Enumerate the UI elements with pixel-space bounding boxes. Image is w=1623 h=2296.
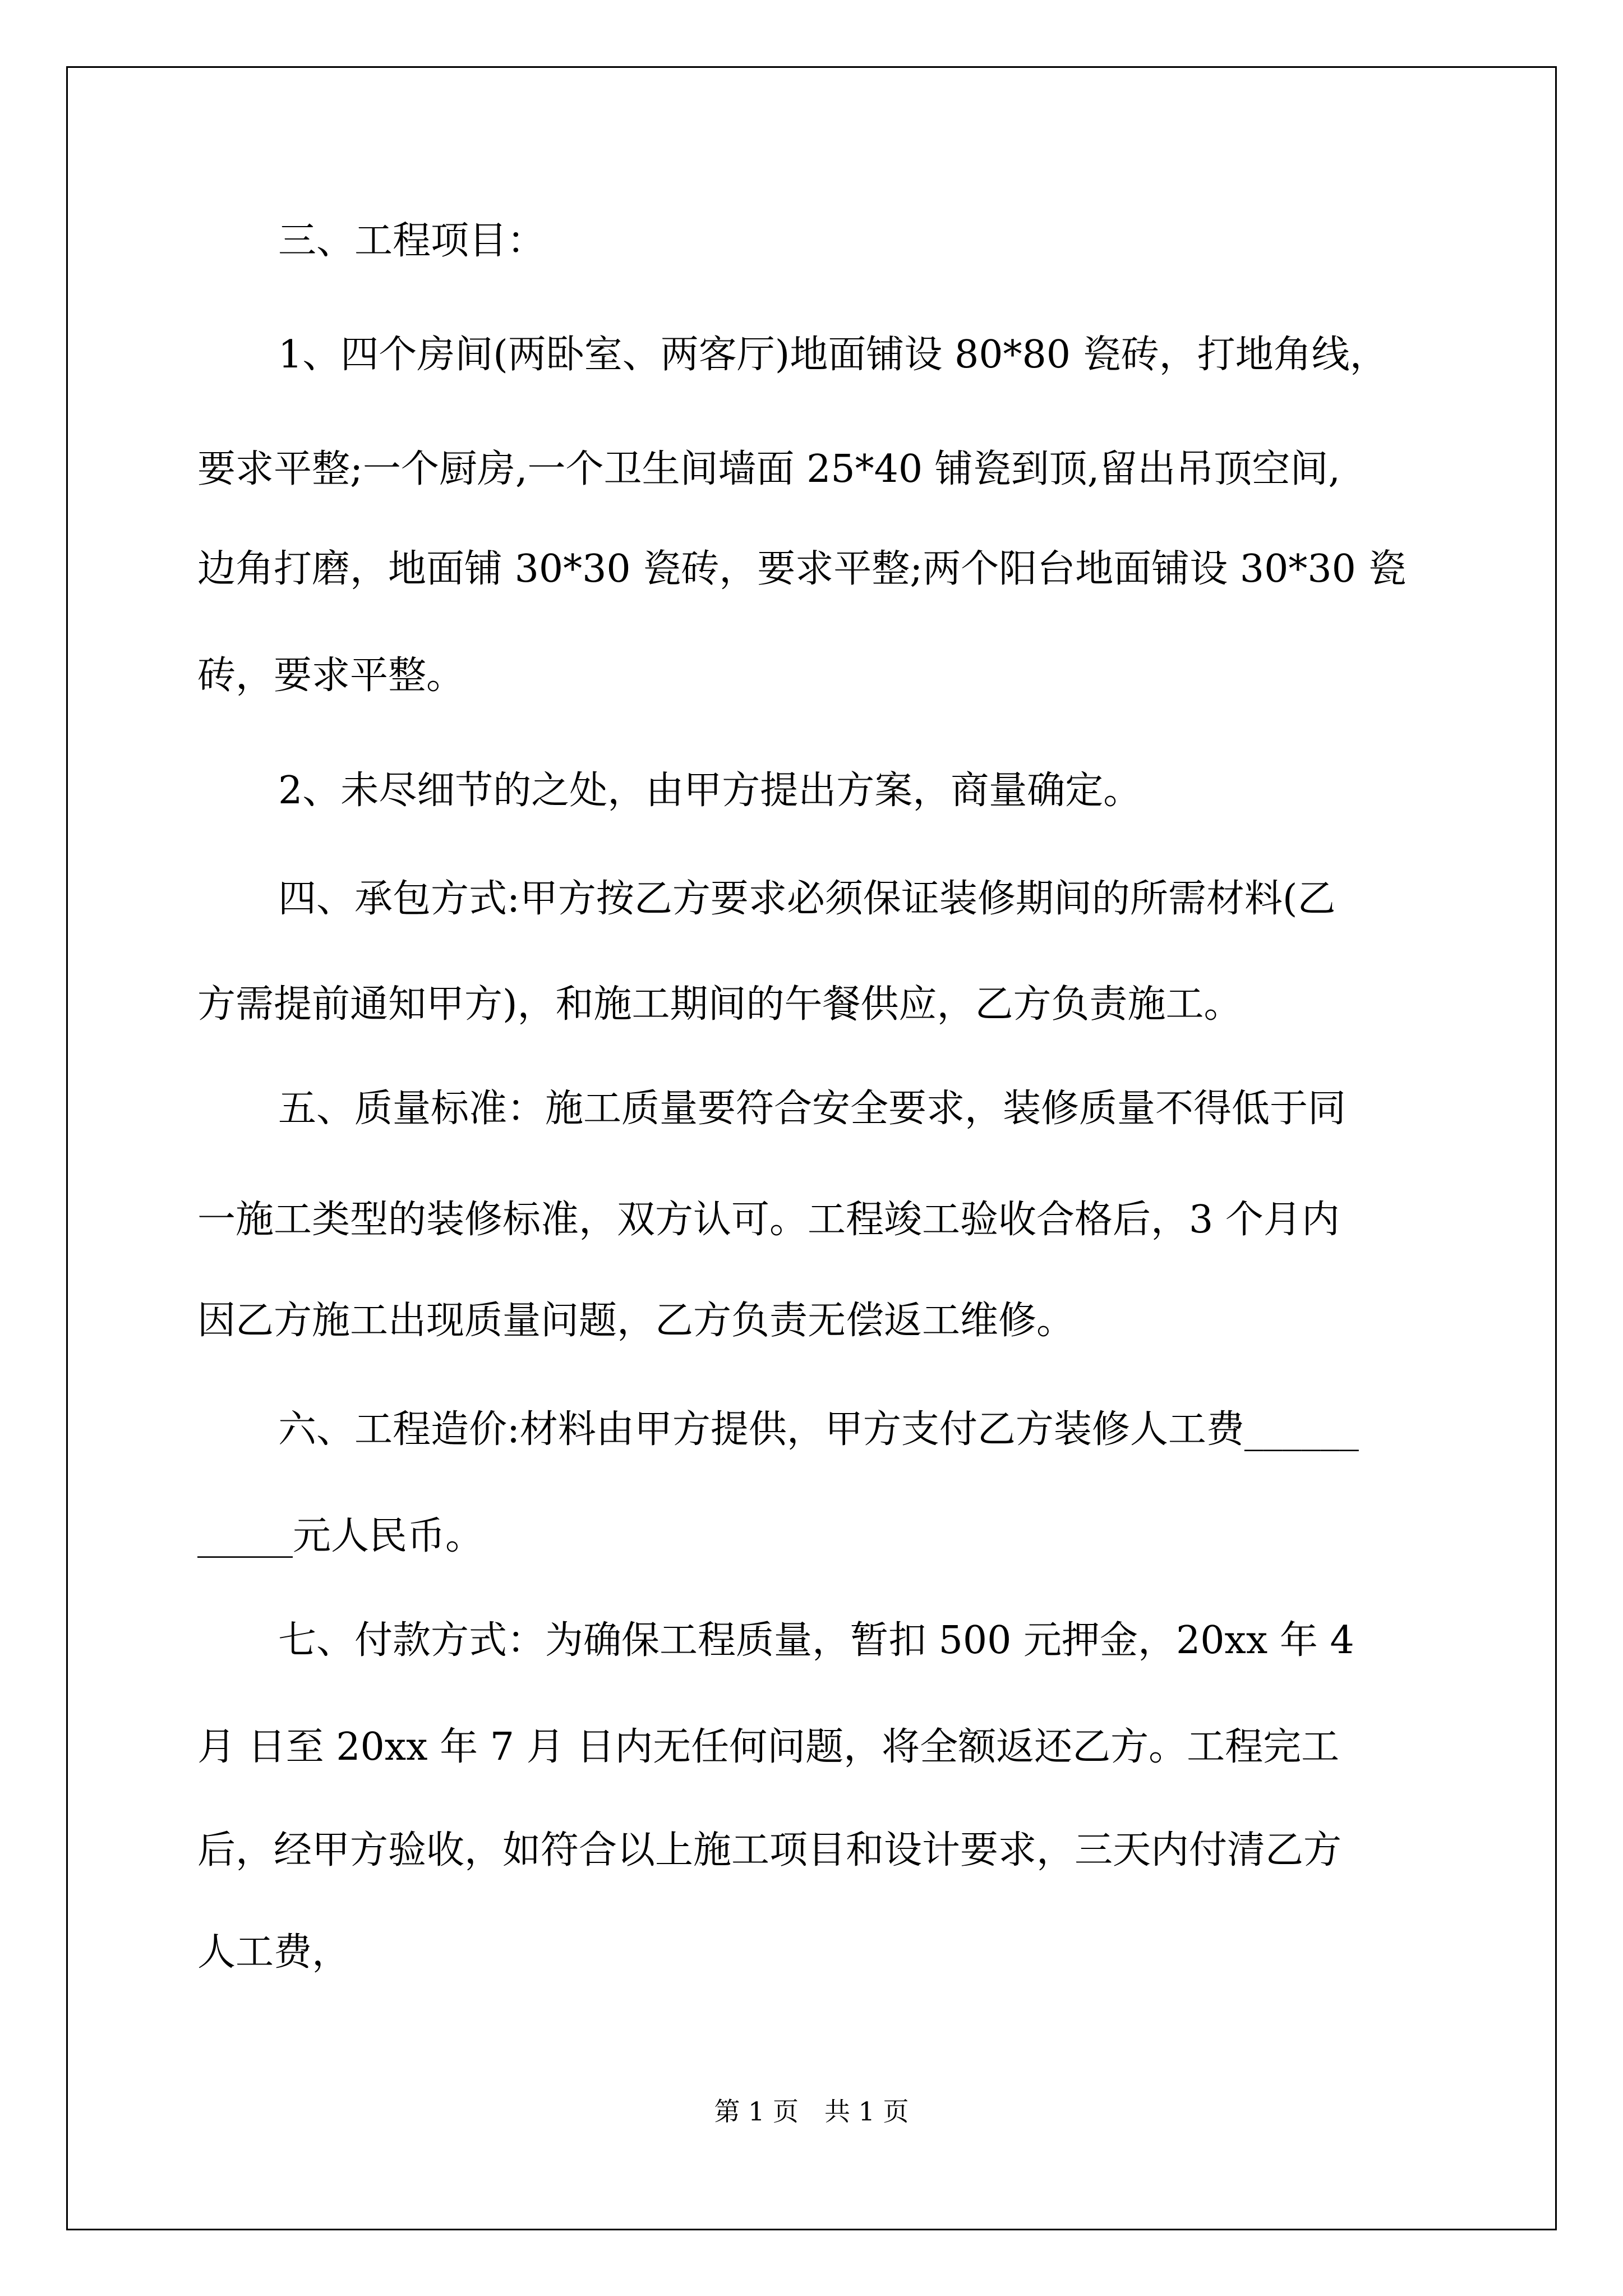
section-heading-quality: 五、质量标准：施工质量要符合安全要求，装修质量不得低于同: [278, 1087, 1347, 1131]
paragraph-line: 方需提前通知甲方)，和施工期间的午餐供应，乙方负责施工。: [197, 982, 1242, 1027]
section-heading-cost: 六、工程造价:材料由甲方提供，甲方支付乙方装修人工费______: [278, 1407, 1359, 1452]
page-border: [66, 66, 1557, 2230]
section-heading-contract-method: 四、承包方式:甲方按乙方要求必须保证装修期间的所需材料(乙: [278, 877, 1336, 921]
section-heading-project: 三、工程项目：: [278, 219, 546, 263]
paragraph-line: 边角打磨，地面铺 30*30 瓷砖，要求平整;两个阳台地面铺设 30*30 瓷: [197, 547, 1407, 591]
paragraph-line: 因乙方施工出现质量问题，乙方负责无偿返工维修。: [197, 1299, 1075, 1343]
paragraph-line: 2、未尽细节的之处，由甲方提出方案，商量确定。: [278, 769, 1142, 813]
paragraph-line: 后，经甲方验收，如符合以上施工项目和设计要求，三天内付清乙方: [197, 1828, 1342, 1872]
paragraph-line: _____元人民币。: [197, 1514, 484, 1558]
section-heading-payment: 七、付款方式：为确保工程质量，暂扣 500 元押金，20xx 年 4: [278, 1618, 1354, 1663]
paragraph-line: 一施工类型的装修标准，双方认可。工程竣工验收合格后，3 个月内: [197, 1198, 1340, 1242]
paragraph-line: 要求平整;一个厨房,一个卫生间墙面 25*40 铺瓷到顶,留出吊顶空间,: [197, 447, 1341, 491]
paragraph-line: 人工费，: [197, 1930, 351, 1975]
paragraph-line: 1、四个房间(两卧室、两客厅)地面铺设 80*80 瓷砖，打地角线，: [278, 333, 1388, 377]
paragraph-line: 砖，要求平整。: [197, 654, 465, 698]
paragraph-line: 月 日至 20xx 年 7 月 日内无任何问题，将全额返还乙方。工程完工: [197, 1725, 1340, 1769]
page-number-footer: 第 1 页 共 1 页: [714, 2096, 909, 2127]
